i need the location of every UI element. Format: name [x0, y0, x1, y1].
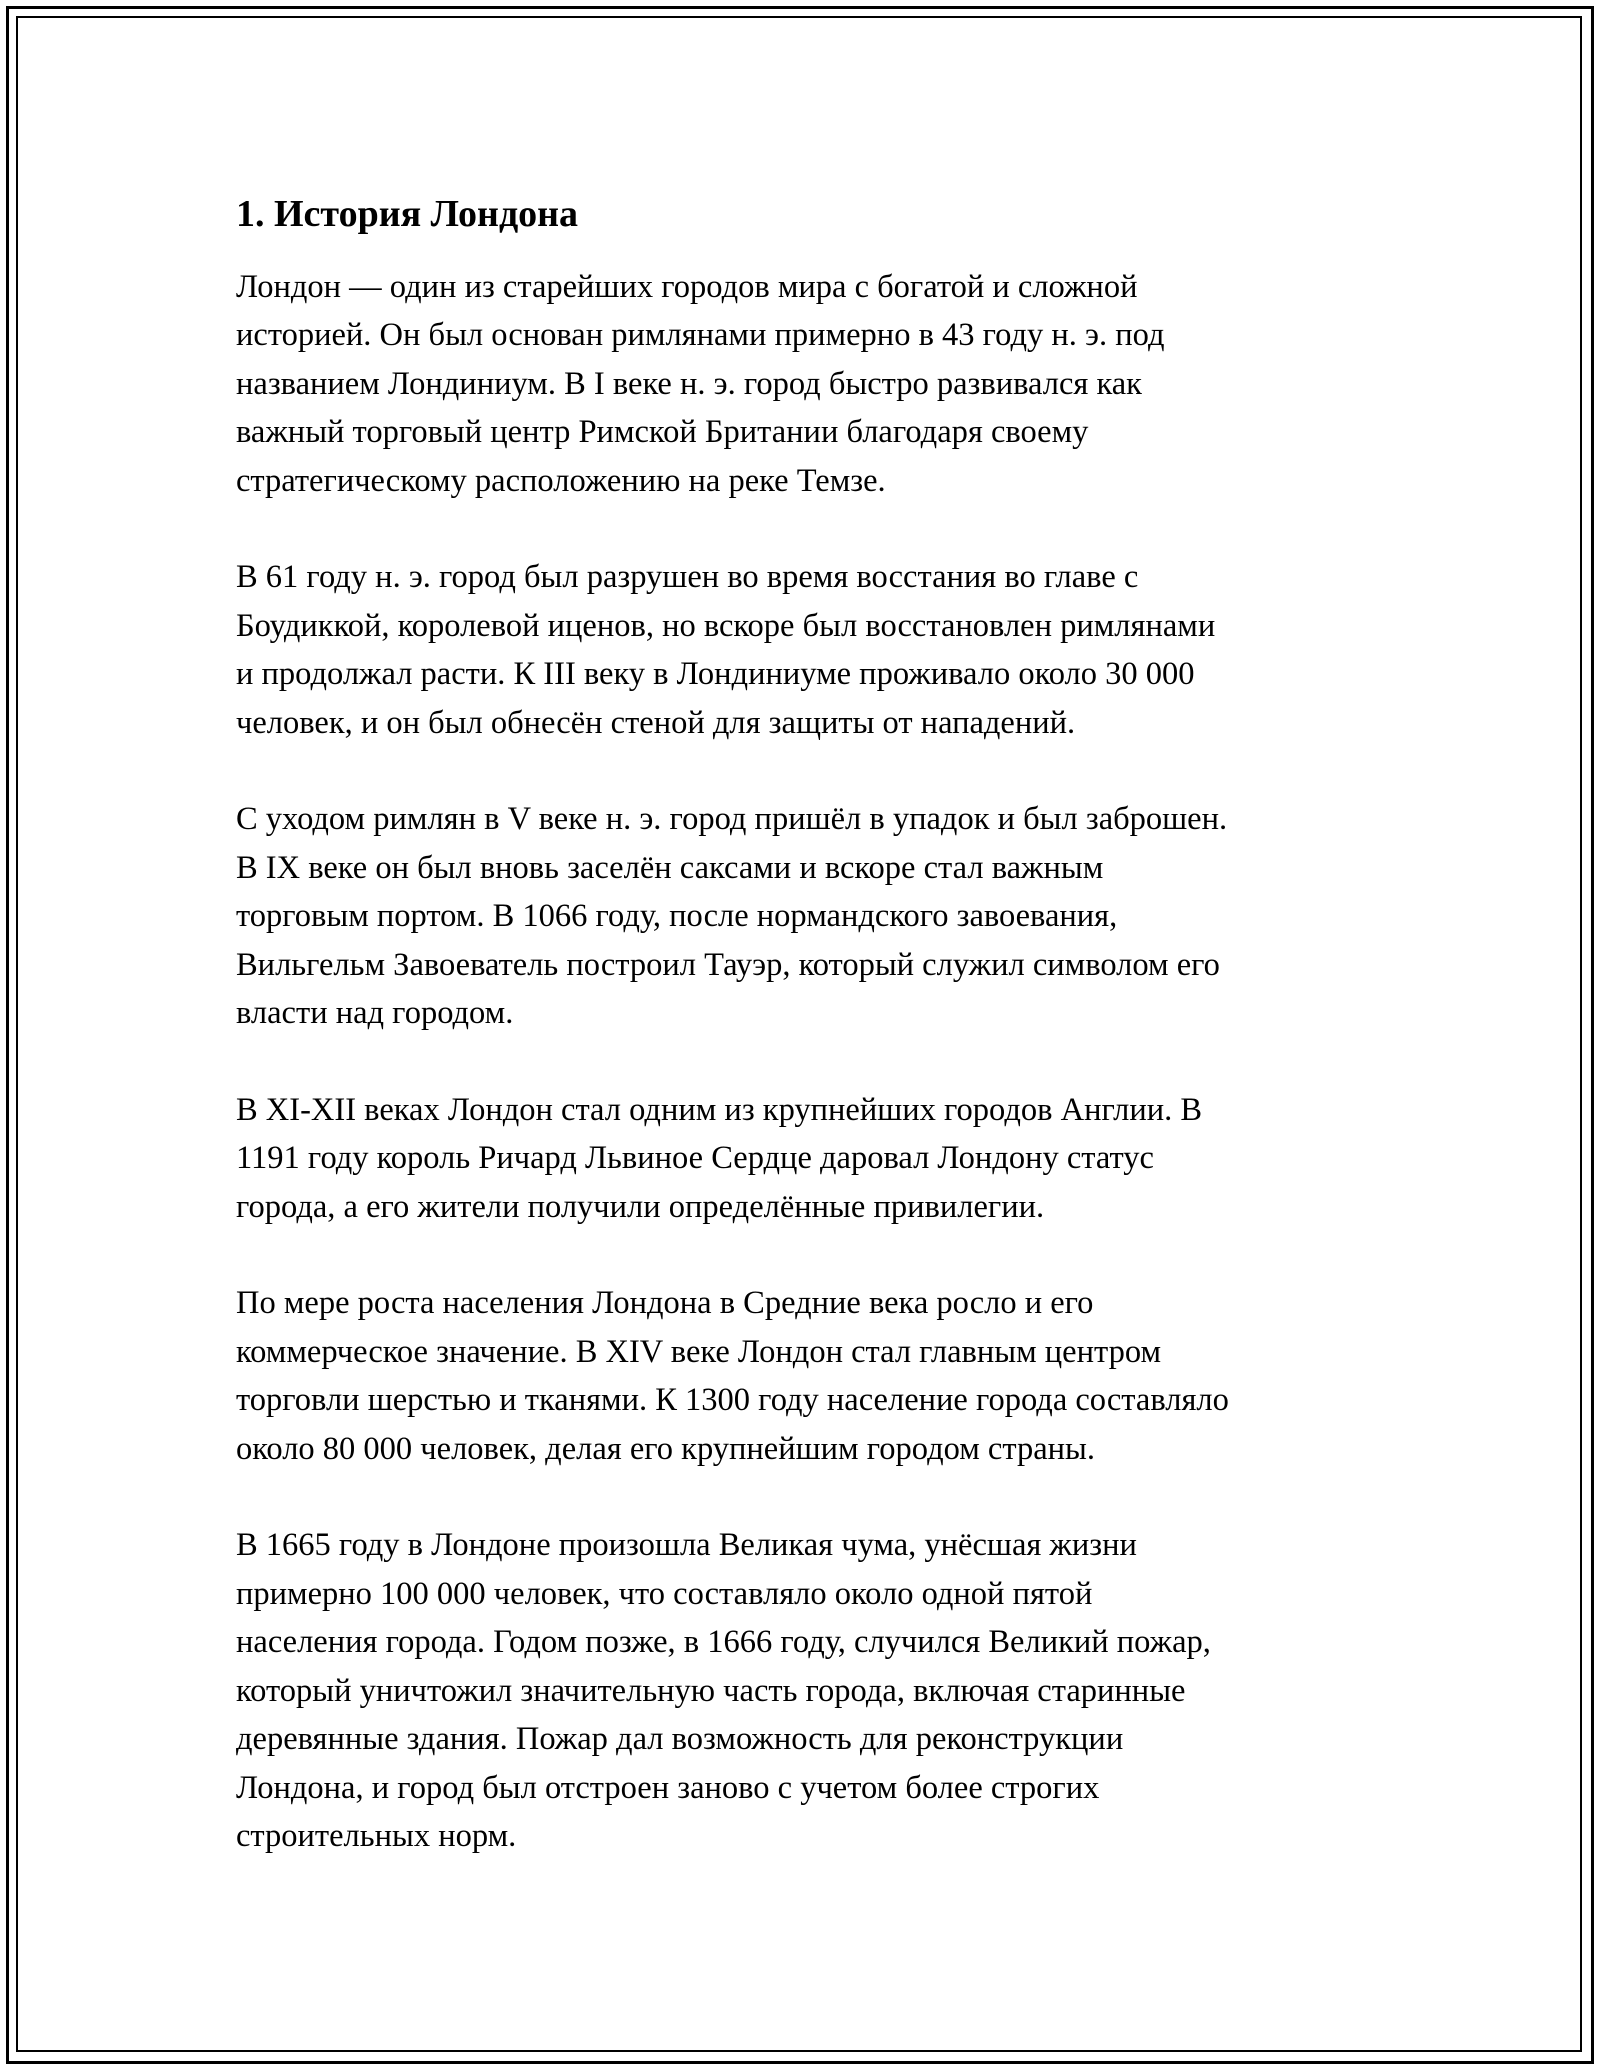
- text-line: власти над городом.: [236, 995, 514, 1032]
- text-line: человек, и он был обнесён стеной для защиты от нападений.: [236, 704, 1076, 741]
- text-line: торговли шерстью и тканями. К 1300 году население города составляло: [236, 1382, 1229, 1419]
- paragraph-5: [236, 1279, 1396, 1473]
- text-line: около 80 000 человек, делая его крупнейшим городом страны.: [236, 1430, 1095, 1467]
- paragraph-4: [236, 1086, 1396, 1231]
- text-line: 1191 году король Ричард Львиное Сердце даровал Лондону статус: [236, 1140, 1154, 1177]
- text-line: стратегическому расположению на реке Темзе.: [236, 462, 886, 499]
- text-line: строительных норм.: [236, 1817, 517, 1854]
- text-line: деревянные здания. Пожар дал возможность для реконструкции: [236, 1721, 1124, 1758]
- section-heading: 1. История Лондона: [236, 193, 579, 235]
- text-line: Боудиккой, королевой иценов, но вскоре был восстановлен римлянами: [236, 607, 1216, 644]
- text-line: и продолжал расти. К III веку в Лондиниуме проживало около 30 000: [236, 656, 1195, 693]
- text-line: В 61 году н. э. город был разрушен во время восстания во главе с: [236, 559, 1139, 596]
- document-body: [236, 185, 1396, 1860]
- text-line: Вильгельм Завоеватель построил Тауэр, который служил символом его: [236, 946, 1220, 983]
- text-line: населения города. Годом позже, в 1666 году, случился Великий пожар,: [236, 1624, 1211, 1661]
- paragraph-6: [236, 1521, 1396, 1860]
- text-line: В 1665 году в Лондоне произошла Великая чума, унёсшая жизни: [236, 1527, 1137, 1564]
- paragraph-1: [236, 263, 1396, 505]
- text-line: Лондон — один из старейших городов мира с богатой и сложной: [236, 269, 1138, 305]
- text-line: Лондона, и город был отстроен заново с учетом более строгих: [236, 1769, 1100, 1806]
- text-line: историей. Он был основан римлянами примерно в 43 году н. э. под: [236, 317, 1165, 354]
- text-line: который уничтожил значительную часть города, включая старинные: [236, 1672, 1186, 1709]
- text-line: примерно 100 000 человек, что составляло около одной пятой: [236, 1575, 1093, 1612]
- text-line: города, а его жители получили определённые привилегии.: [236, 1188, 1045, 1225]
- text-line: названием Лондиниум. В I веке н. э. город быстро развивался как: [236, 365, 1142, 402]
- text-line: коммерческое значение. В XIV веке Лондон стал главным центром: [236, 1333, 1162, 1370]
- text-line: По мере роста населения Лондона в Средние века росло и его: [236, 1285, 1094, 1322]
- text-line: торговым портом. В 1066 году, после нормандского завоевания,: [236, 898, 1118, 935]
- paragraph-2: [236, 553, 1396, 747]
- text-line: С уходом римлян в V веке н. э. город пришёл в упадок и был заброшен.: [236, 801, 1228, 838]
- text-line: важный торговый центр Римской Британии благодаря своему: [236, 414, 1089, 451]
- paragraph-3: [236, 795, 1396, 1037]
- text-line: В IX веке он был вновь заселён саксами и вскоре стал важным: [236, 849, 1104, 886]
- text-line: В XI-XII веках Лондон стал одним из крупнейших городов Англии. В: [236, 1091, 1203, 1128]
